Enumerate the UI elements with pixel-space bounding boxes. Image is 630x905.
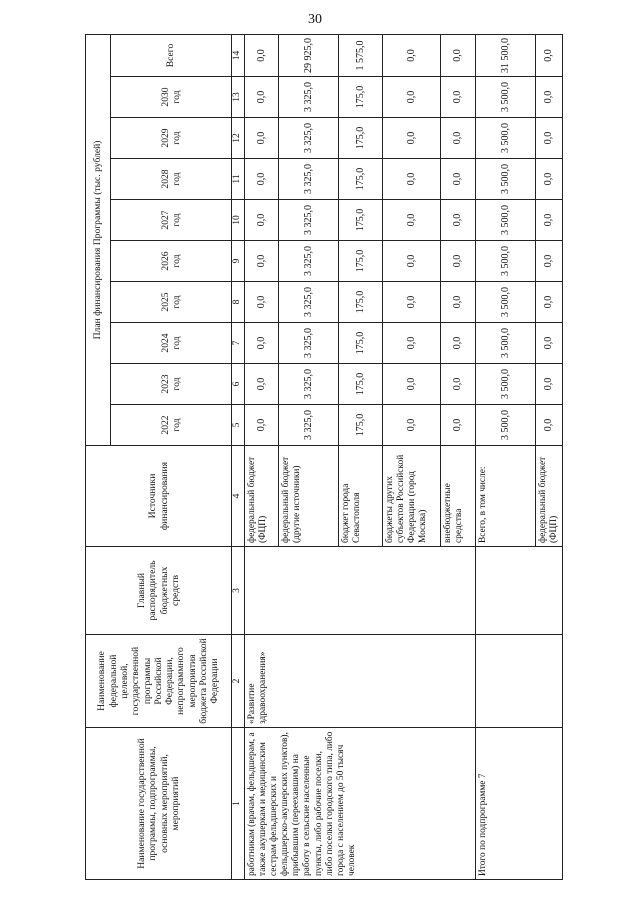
column-number: 7 (232, 323, 245, 364)
value-cell: 0,0 (441, 200, 476, 241)
column-number: 12 (232, 118, 245, 159)
value-cell: 0,0 (441, 77, 476, 118)
header-sources: Источники финансирования (86, 446, 232, 547)
value-cell: 3 500,0 (476, 364, 536, 405)
column-number: 2 (232, 635, 245, 728)
rotated-table-wrapper (85, 35, 560, 880)
header-activity: Наименование государственной программы, подпрограммы, основных мероприятий, мероприятий (86, 728, 232, 880)
value-cell: 3 325,0 (279, 241, 339, 282)
page-number: 30 (308, 12, 322, 27)
header-total: Всего (111, 34, 232, 76)
header-program: Наименование федеральной целевой, государственной программы Российской Федерации, непрограммного мероприятия бюджета Российской Федерации (86, 635, 232, 728)
header-year: 2024 год (111, 323, 232, 364)
source-cell: федеральный бюджет (ФЦП) (245, 446, 279, 547)
subtotal-label-cell: Итого по подпрограмме 7 (476, 728, 563, 880)
value-cell: 3 500,0 (476, 118, 536, 159)
value-cell: 0,0 (441, 159, 476, 200)
activity-cell: работникам (врачам, фельдшерам, а также акушеркам и медицинским сестрам фельдшерских и фельдшерско-акушерских пунктов), прибывшим (переехавшим) на работу в сельские населенные пункты, либо рабочие поселки, либо поселки городского типа, либо города с населением до 50 тысяч человек (245, 728, 476, 880)
value-cell: 0,0 (441, 118, 476, 159)
header-distributor: Главный распорядитель бюджетных средств (86, 547, 232, 635)
column-number: 3 (232, 547, 245, 635)
source-cell: Всего, в том числе: (476, 446, 536, 547)
value-cell: 0,0 (245, 118, 279, 159)
value-cell: 0,0 (245, 405, 279, 446)
value-cell: 29 925,0 (279, 34, 339, 76)
value-cell: 175,0 (339, 118, 383, 159)
source-cell: бюджеты других субъектов Российской Федерации (город Москва) (383, 446, 441, 547)
value-cell: 0,0 (441, 323, 476, 364)
value-cell: 0,0 (383, 34, 441, 76)
distributor-cell (245, 547, 476, 635)
value-cell: 3 325,0 (279, 405, 339, 446)
value-cell: 3 500,0 (476, 282, 536, 323)
value-cell: 3 325,0 (279, 364, 339, 405)
value-cell: 0,0 (441, 34, 476, 76)
value-cell: 0,0 (441, 405, 476, 446)
value-cell: 3 500,0 (476, 241, 536, 282)
source-cell: федеральный бюджет (ФЦП) (536, 446, 563, 547)
header-financing-plan: План финансирования Программы (тыс. рублей) (86, 34, 111, 445)
value-cell: 175,0 (339, 241, 383, 282)
value-cell: 0,0 (383, 364, 441, 405)
financing-table (85, 34, 563, 880)
value-cell: 31 500,0 (476, 34, 536, 76)
program-cell: «Развитие здравоохранения» (245, 635, 476, 728)
value-cell: 0,0 (383, 282, 441, 323)
source-cell: внебюджетные средства (441, 446, 476, 547)
value-cell: 0,0 (245, 200, 279, 241)
header-year: 2022 год (111, 405, 232, 446)
column-number: 14 (232, 34, 245, 76)
value-cell: 0,0 (536, 364, 563, 405)
value-cell: 3 325,0 (279, 159, 339, 200)
value-cell: 0,0 (536, 118, 563, 159)
value-cell: 3 500,0 (476, 159, 536, 200)
header-year: 2025 год (111, 282, 232, 323)
value-cell: 0,0 (536, 405, 563, 446)
value-cell: 0,0 (441, 241, 476, 282)
column-number: 4 (232, 446, 245, 547)
value-cell: 0,0 (383, 77, 441, 118)
value-cell: 175,0 (339, 159, 383, 200)
value-cell: 3 500,0 (476, 77, 536, 118)
value-cell: 175,0 (339, 364, 383, 405)
value-cell: 3 500,0 (476, 405, 536, 446)
value-cell: 175,0 (339, 282, 383, 323)
header-year: 2029 год (111, 118, 232, 159)
value-cell: 0,0 (245, 323, 279, 364)
empty-cell (476, 547, 563, 635)
header-year: 2023 год (111, 364, 232, 405)
value-cell: 1 575,0 (339, 34, 383, 76)
header-year: 2026 год (111, 241, 232, 282)
column-number: 6 (232, 364, 245, 405)
value-cell: 0,0 (245, 282, 279, 323)
column-number: 9 (232, 241, 245, 282)
column-number: 13 (232, 77, 245, 118)
value-cell: 0,0 (536, 241, 563, 282)
header-year: 2030 год (111, 77, 232, 118)
source-cell: федеральный бюджет (другие источники) (279, 446, 339, 547)
value-cell: 0,0 (536, 200, 563, 241)
value-cell: 0,0 (383, 159, 441, 200)
value-cell: 0,0 (383, 241, 441, 282)
value-cell: 0,0 (441, 364, 476, 405)
value-cell: 3 325,0 (279, 282, 339, 323)
value-cell: 3 500,0 (476, 323, 536, 364)
value-cell: 175,0 (339, 200, 383, 241)
value-cell: 0,0 (383, 405, 441, 446)
source-cell: бюджет города Севастополя (339, 446, 383, 547)
value-cell: 175,0 (339, 323, 383, 364)
value-cell: 0,0 (383, 200, 441, 241)
header-year: 2027 год (111, 200, 232, 241)
column-number: 1 (232, 728, 245, 880)
value-cell: 3 325,0 (279, 118, 339, 159)
value-cell: 0,0 (245, 34, 279, 76)
value-cell: 3 325,0 (279, 200, 339, 241)
value-cell: 0,0 (536, 34, 563, 76)
value-cell: 0,0 (536, 323, 563, 364)
value-cell: 0,0 (245, 241, 279, 282)
value-cell: 3 325,0 (279, 323, 339, 364)
value-cell: 0,0 (383, 118, 441, 159)
value-cell: 0,0 (245, 77, 279, 118)
value-cell: 3 325,0 (279, 77, 339, 118)
value-cell: 0,0 (441, 282, 476, 323)
value-cell: 0,0 (536, 77, 563, 118)
column-number: 8 (232, 282, 245, 323)
value-cell: 175,0 (339, 405, 383, 446)
empty-cell (476, 635, 563, 728)
value-cell: 3 500,0 (476, 200, 536, 241)
value-cell: 0,0 (536, 282, 563, 323)
column-number: 11 (232, 159, 245, 200)
value-cell: 175,0 (339, 77, 383, 118)
value-cell: 0,0 (245, 364, 279, 405)
column-number: 10 (232, 200, 245, 241)
column-number: 5 (232, 405, 245, 446)
value-cell: 0,0 (245, 159, 279, 200)
value-cell: 0,0 (383, 323, 441, 364)
header-year: 2028 год (111, 159, 232, 200)
value-cell: 0,0 (536, 159, 563, 200)
